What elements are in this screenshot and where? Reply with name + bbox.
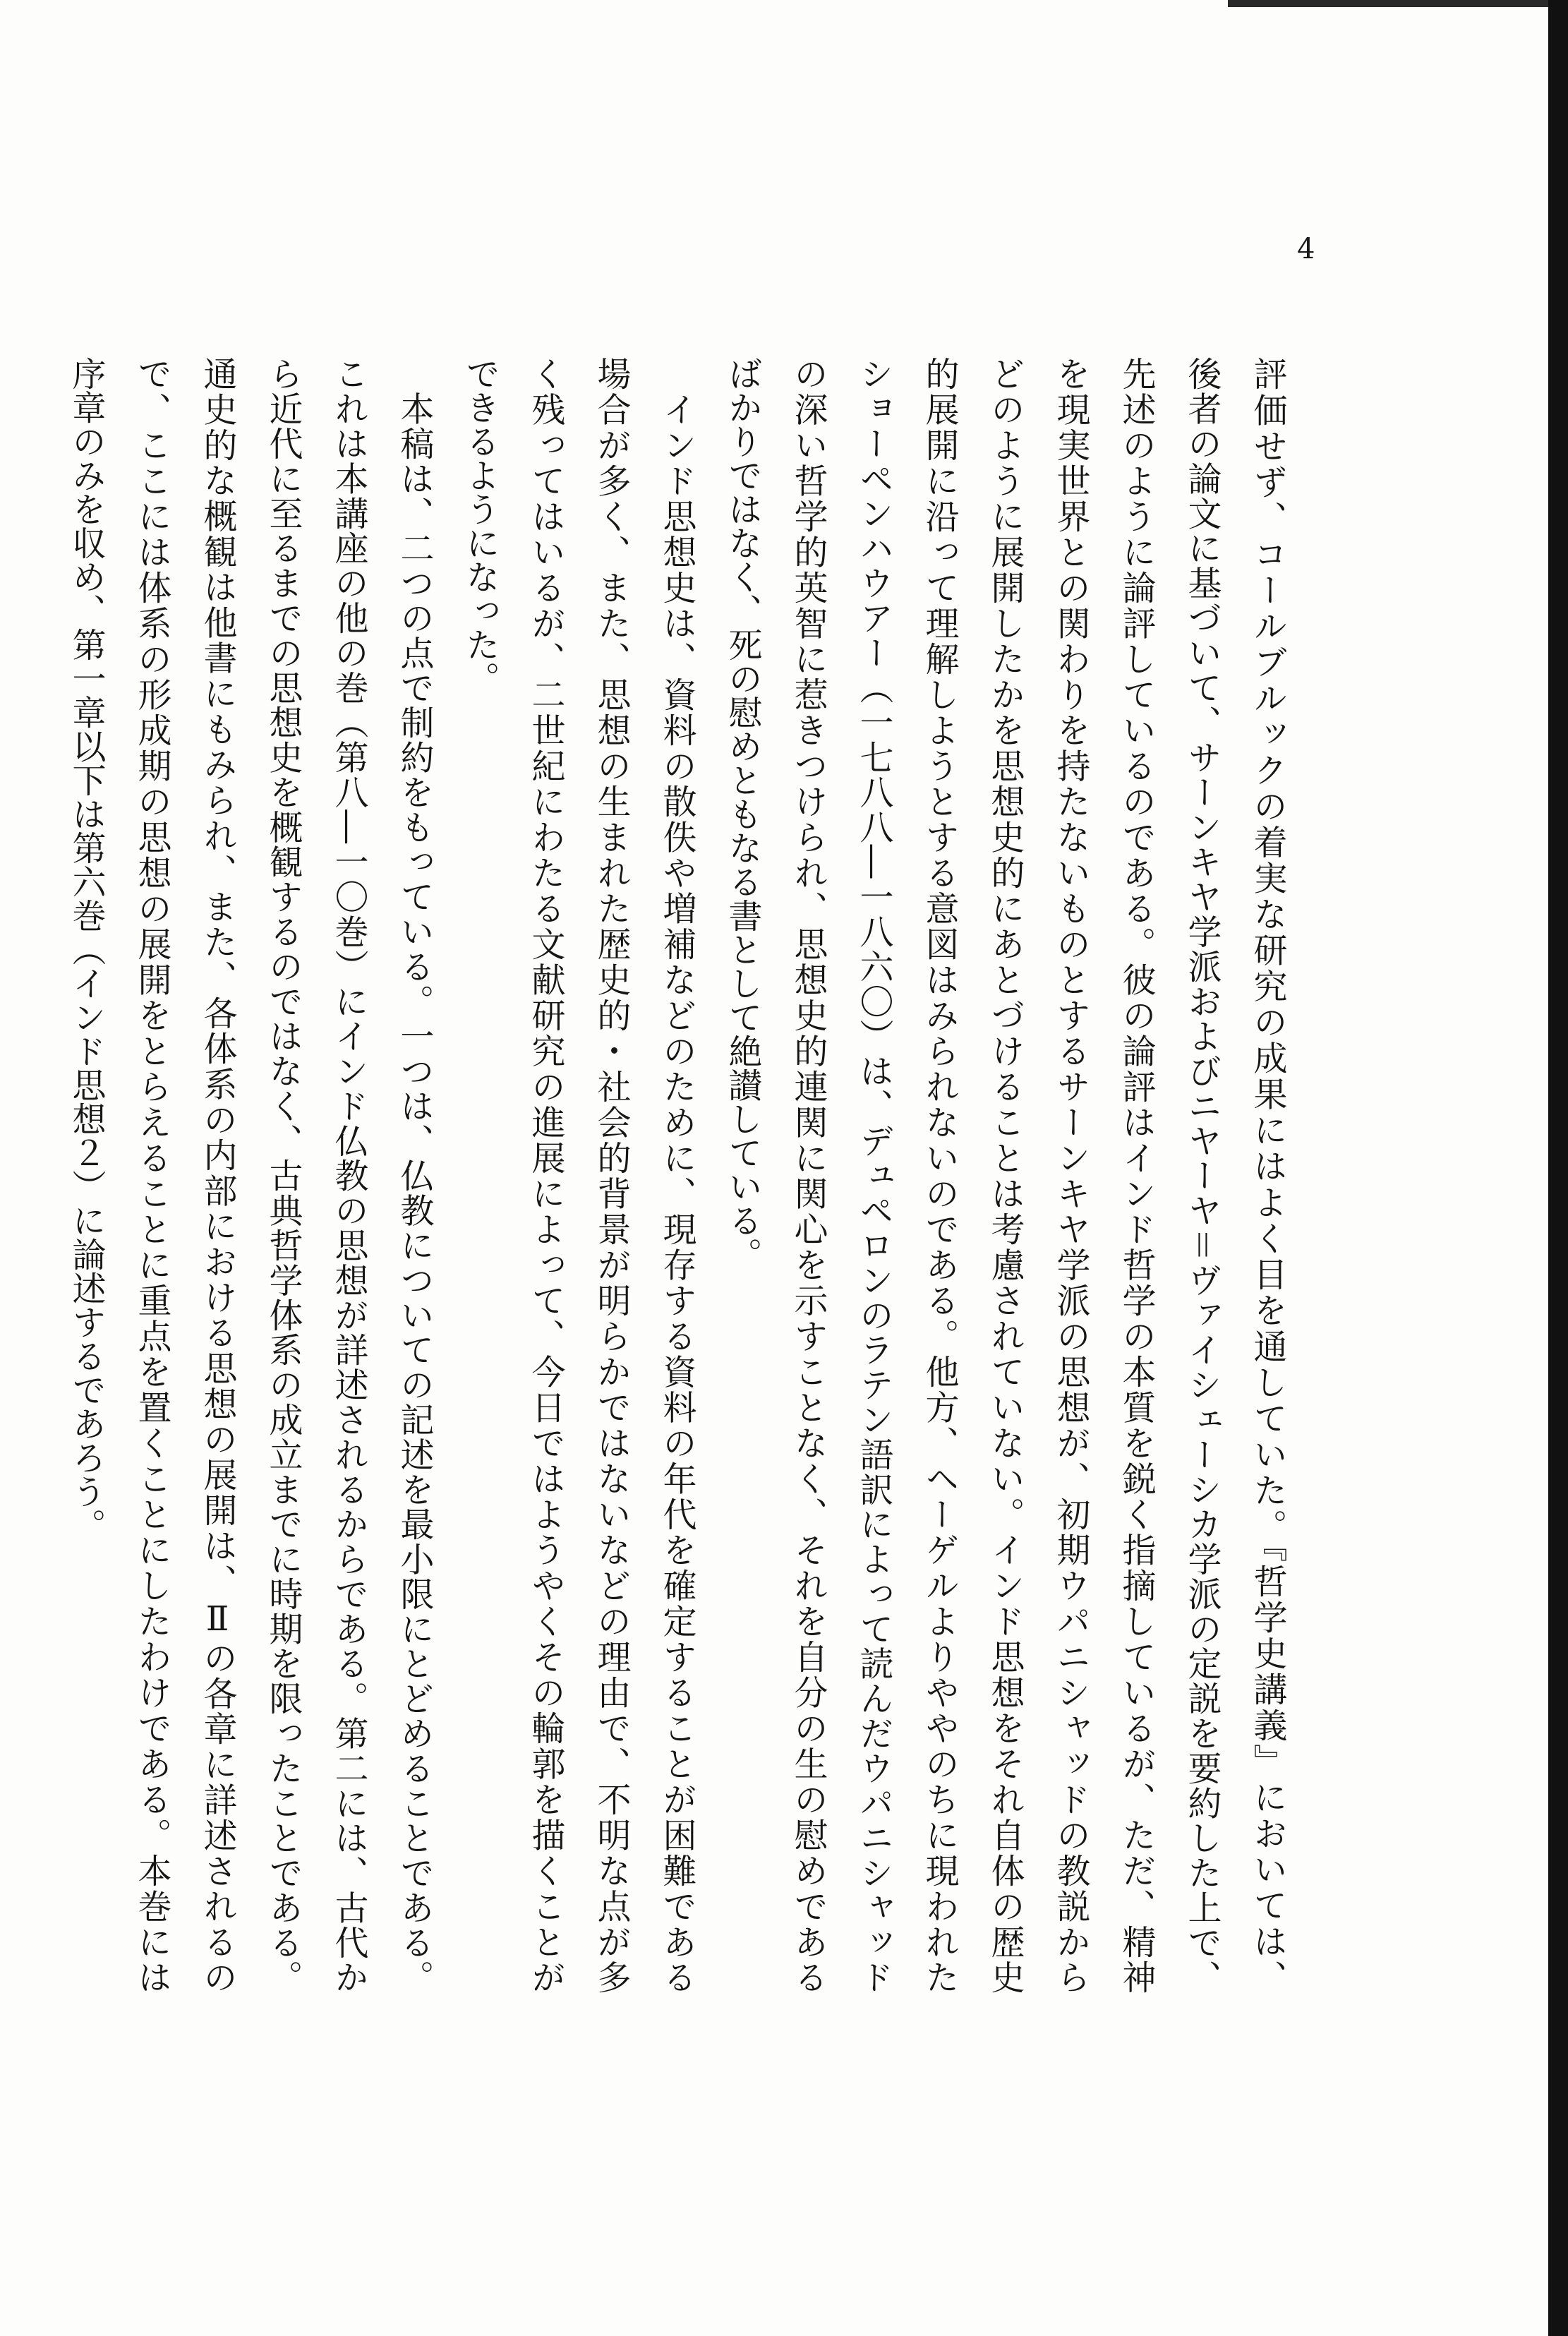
text-line: く残ってはいるが、二世紀にわたる文献研究の進展によって、今日ではようやくその輪郭を描くことが xyxy=(526,356,565,1994)
text-line: 的展開に沿って理解しようとする意図はみられないのである。他方、ヘーゲルよりややのちに現われた xyxy=(919,356,959,1994)
text-line: これは本講座の他の巻（第八―一〇巻）にインド仏教の思想が詳述されるからである。第二には、古代か xyxy=(329,356,368,1994)
page-number: 4 xyxy=(1297,233,1315,265)
text-line: 後者の論文に基づいて、サーンキヤ学派およびニヤーヤ＝ヴァイシェーシカ学派の定説を要約した上で、 xyxy=(1182,356,1222,1994)
text-line: を現実世界との関わりを持たないものとするサーンキヤ学派の思想が、初期ウパニシャッドの教説から xyxy=(1051,356,1090,1994)
text-line: ショーペンハウアー（一七八八―一八六〇）は、デュペロンのラテン語訳によって読んだウパニシャッド xyxy=(854,356,893,1994)
text-line: 場合が多く、また、思想の生まれた歴史的・社会的背景が明らかではないなどの理由で、不明な点が多 xyxy=(591,356,631,1994)
text-line: どのように展開したかを思想史的にあとづけることは考慮されていない。インド思想をそれ自体の歴史 xyxy=(985,356,1025,1994)
text-line: 序章のみを収め、第一章以下は第六巻（インド思想２）に論述するであろう。 xyxy=(66,356,106,1542)
text-line: ら近代に至るまでの思想史を概観するのではなく、古典哲学体系の成立までに時期を限ったことである。 xyxy=(263,356,303,1994)
scan-top-edge xyxy=(1228,0,1568,7)
text-line: インド思想史は、資料の散佚や増補などのために、現存する資料の年代を確定することが困難である xyxy=(657,356,696,1994)
text-line: で、ここには体系の形成期の思想の展開をとらえることに重点を置くことにしたわけである。本巻には xyxy=(132,356,171,1994)
scan-binding-edge xyxy=(1548,0,1568,2336)
text-line: ばかりではなく、死の慰めともなる書として絶讃している。 xyxy=(723,356,762,1271)
text-line: 通史的な概観は他書にもみられ、また、各体系の内部における思想の展開は、Ⅱの各章に詳述されるの xyxy=(198,356,237,1994)
text-line: できるようになった。 xyxy=(460,356,500,695)
text-line: の深い哲学的英智に惹きつけられ、思想史的連関に関心を示すことなく、それを自分の生の慰めである xyxy=(788,356,828,1994)
text-line: 評価せず、コールブルックの着実な研究の成果にはよく目を通していた。『哲学史講義』においては、 xyxy=(1248,356,1287,1994)
body-text xyxy=(53,356,1300,1994)
text-line: 本稿は、二つの点で制約をもっている。一つは、仏教についての記述を最小限にとどめることである。 xyxy=(394,356,434,1994)
text-line: 先述のように論評しているのである。彼の論評はインド哲学の本質を鋭く指摘しているが、ただ、精神 xyxy=(1116,356,1156,1994)
